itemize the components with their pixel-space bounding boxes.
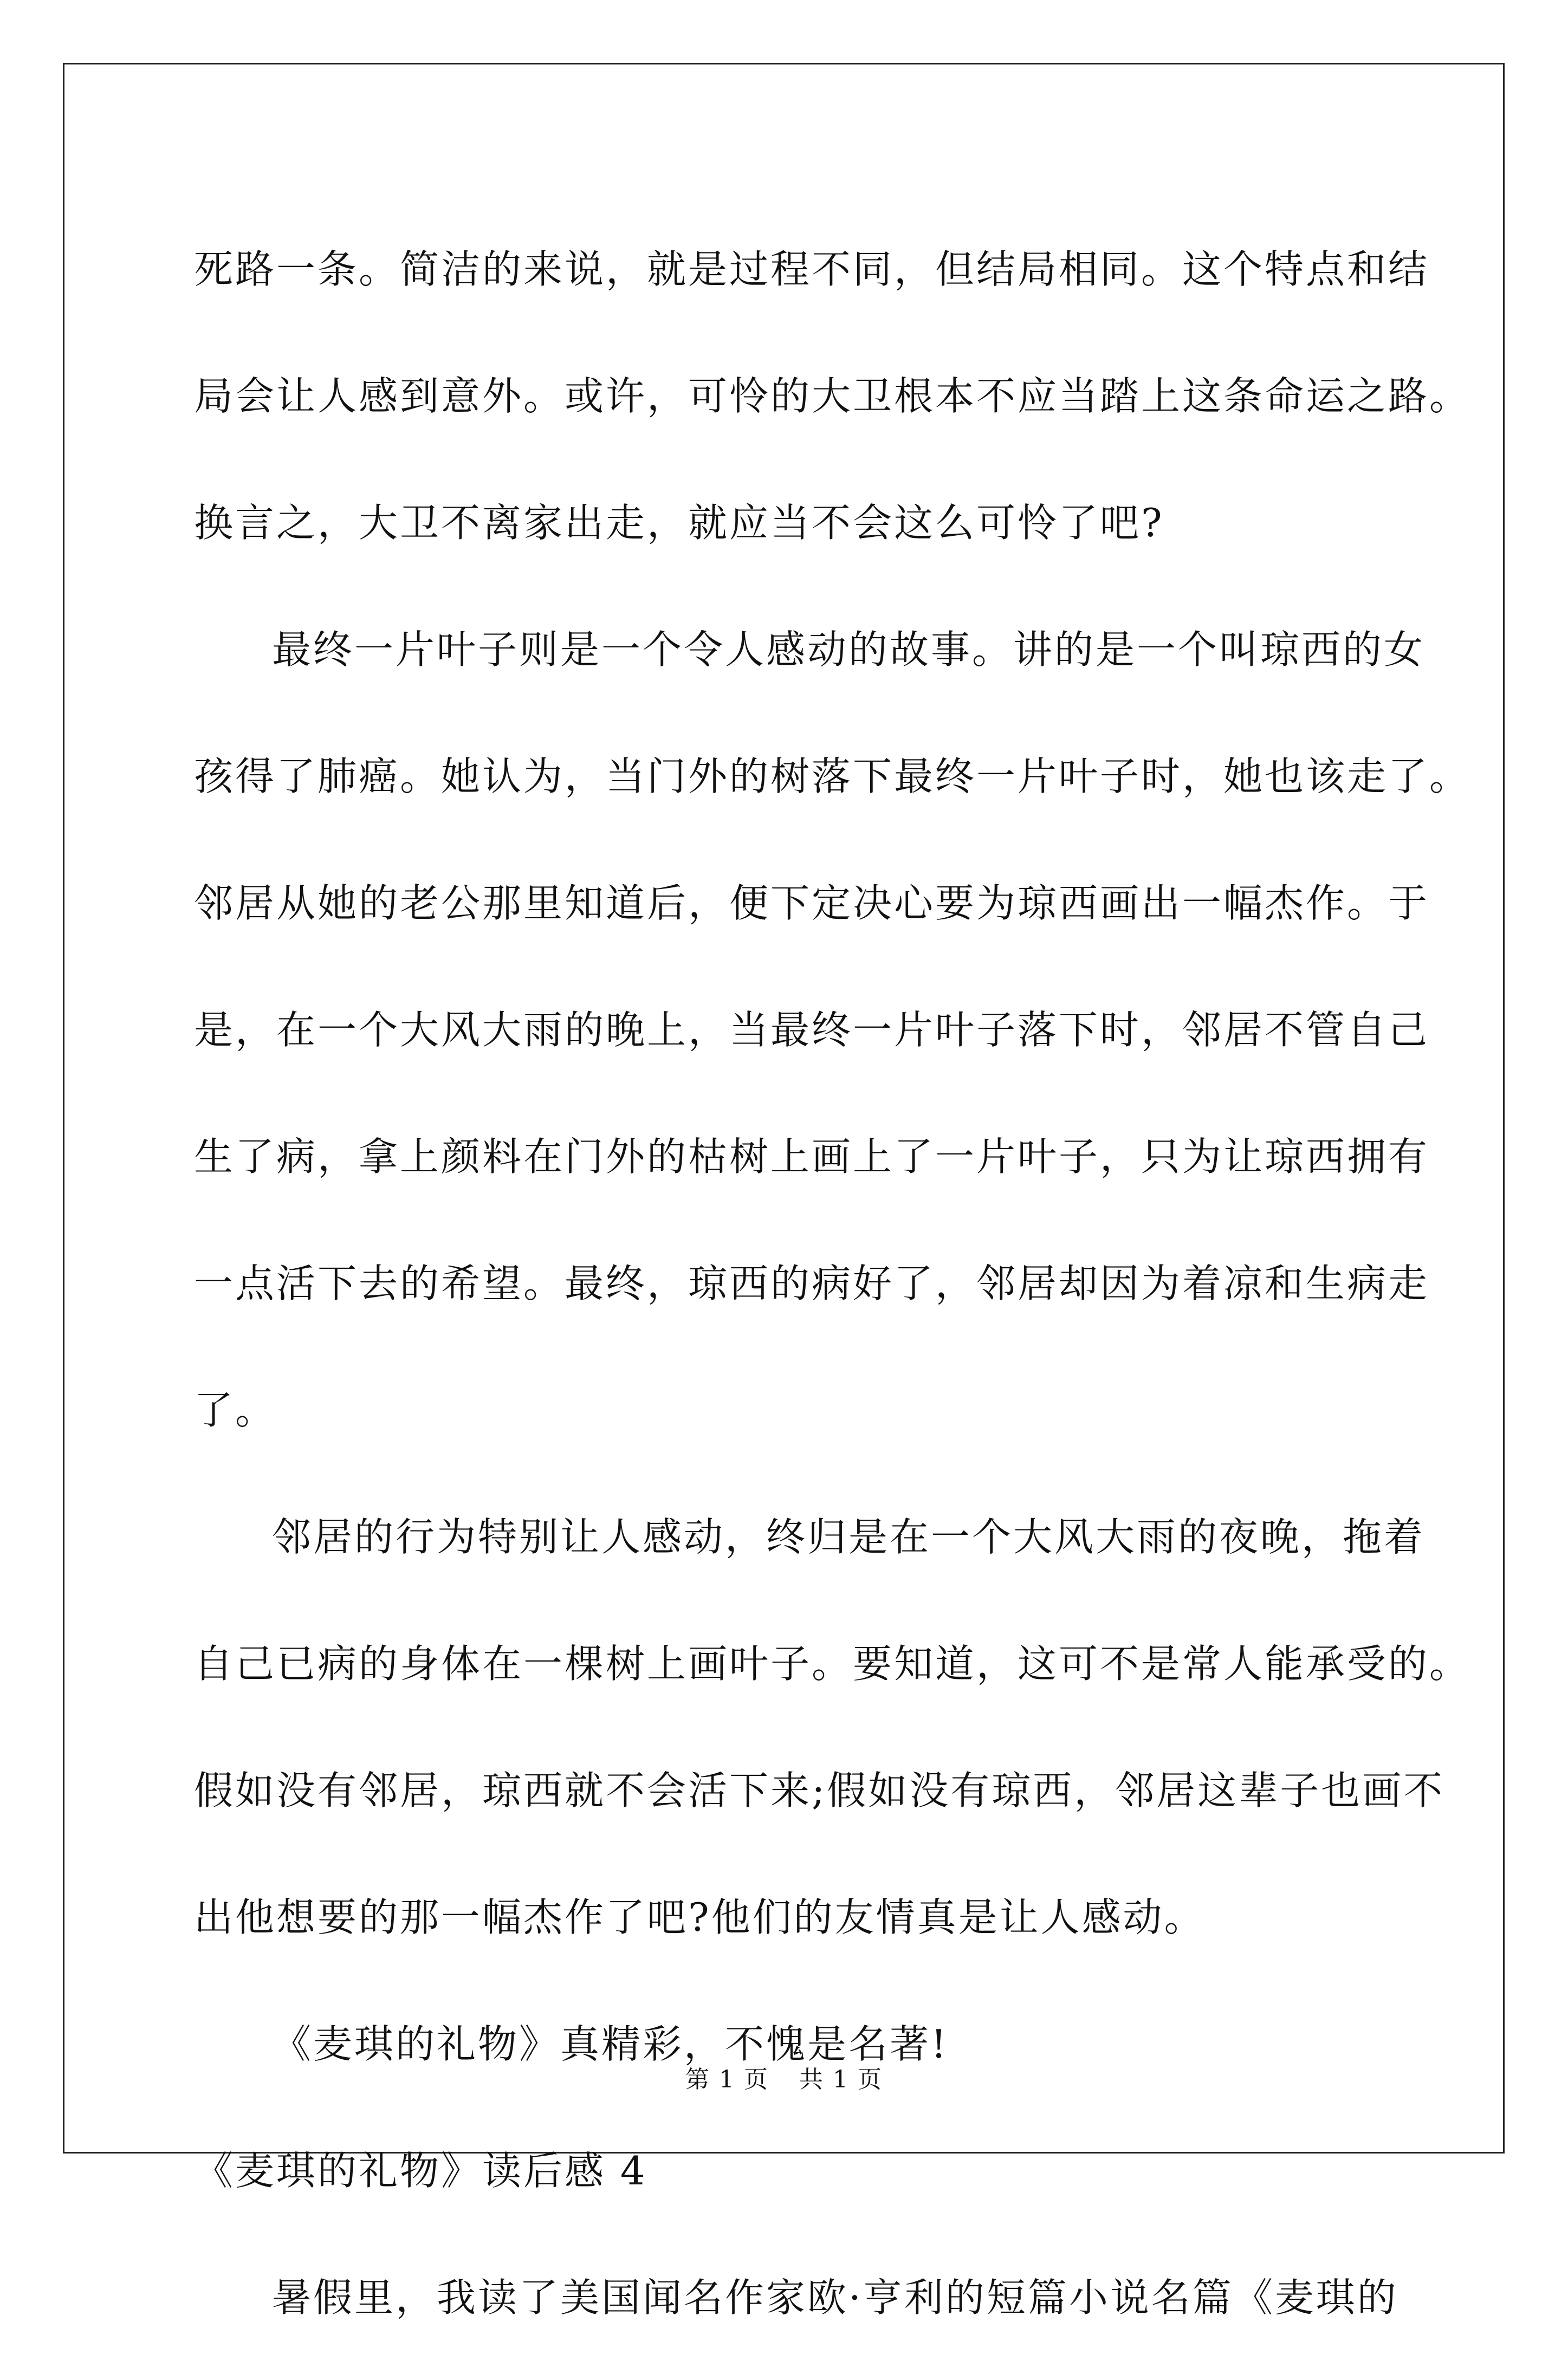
text-line: 邻居从她的老公那里知道后，便下定决心要为琼西画出一幅杰作。于 bbox=[194, 880, 1430, 926]
page-footer bbox=[0, 2060, 1568, 2094]
text-line: 是，在一个大风大雨的晚上，当最终一片叶子落下时，邻居不管自己 bbox=[194, 1007, 1430, 1053]
paragraph-start-line: 最终一片叶子则是一个令人感动的故事。讲的是一个叫琼西的女 bbox=[272, 627, 1426, 672]
paragraph-start-line: 暑假里，我读了美国闻名作家欧·亨利的短篇小说名篇《麦琪的 bbox=[272, 2275, 1398, 2320]
text-line: 换言之，大卫不离家出走，就应当不会这么可怜了吧? bbox=[194, 500, 1164, 546]
document-body bbox=[194, 206, 1471, 2361]
text-line: 出他想要的那一幅杰作了吧?他们的友情真是让人感动。 bbox=[194, 1895, 1206, 1940]
section-heading: 《麦琪的礼物》读后感 4 bbox=[194, 2148, 647, 2194]
text-line: 局会让人感到意外。或许，可怜的大卫根本不应当踏上这条命运之路。 bbox=[194, 373, 1471, 419]
text-line: 一点活下去的希望。最终，琼西的病好了，邻居却因为着凉和生病走 bbox=[194, 1261, 1430, 1306]
page-total: 共 1 页 bbox=[799, 2066, 883, 2093]
text-line: 死路一条。简洁的来说，就是过程不同，但结局相同。这个特点和结 bbox=[194, 247, 1430, 292]
page-number: 第 1 页 bbox=[685, 2066, 769, 2093]
text-line: 孩得了肺癌。她认为，当门外的树落下最终一片叶子时，她也该走了。 bbox=[194, 754, 1471, 799]
text-line: 自己已病的身体在一棵树上画叶子。要知道，这可不是常人能承受的。 bbox=[194, 1641, 1471, 1687]
text-line: 了。 bbox=[194, 1387, 277, 1433]
text-line: 生了病，拿上颜料在门外的枯树上画上了一片叶子，只为让琼西拥有 bbox=[194, 1134, 1430, 1179]
paragraph-start-line: 《麦琪的礼物》真精彩，不愧是名著! bbox=[272, 2021, 949, 2067]
text-line: 假如没有邻居，琼西就不会活下来;假如没有琼西，邻居这辈子也画不 bbox=[194, 1768, 1445, 1813]
paragraph-start-line: 邻居的行为特别让人感动，终归是在一个大风大雨的夜晚，拖着 bbox=[272, 1514, 1426, 1560]
